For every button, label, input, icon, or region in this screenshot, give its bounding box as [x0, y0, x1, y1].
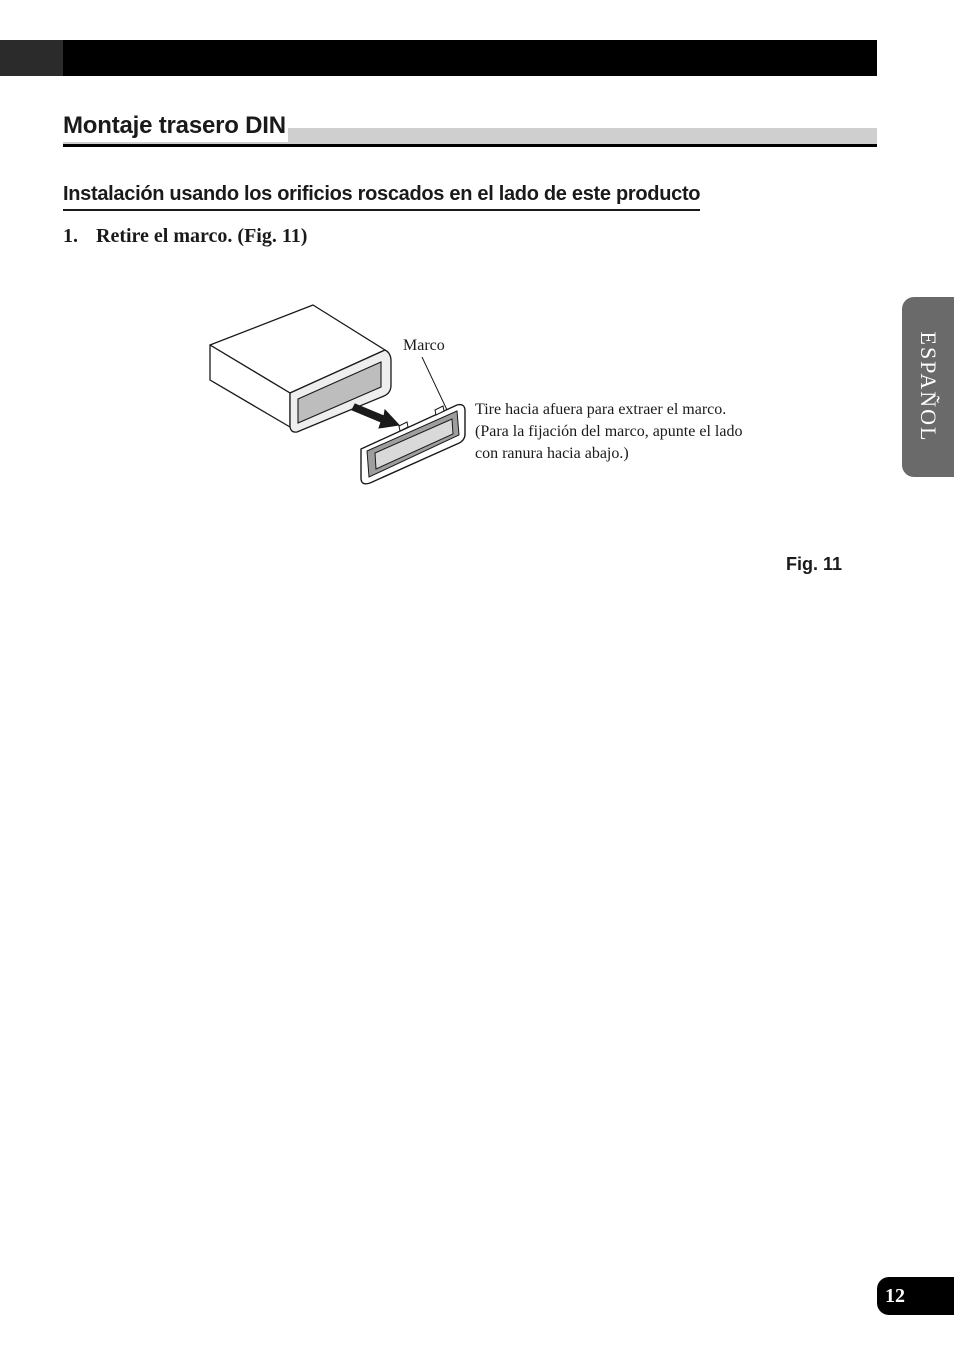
- step-number: 1.: [63, 225, 78, 247]
- header-bar-left: [0, 40, 63, 76]
- section-title-rule: [63, 144, 877, 147]
- subheading: Instalación usando los orificios roscados en el lado de este producto: [63, 180, 700, 211]
- figure-caption: [475, 399, 742, 465]
- step-text: Retire el marco. (Fig. 11): [96, 225, 308, 247]
- figure-11-illustration: [195, 295, 485, 495]
- figure-label: Fig. 11: [786, 554, 843, 574]
- page-number-box: [877, 1277, 954, 1315]
- page-number: 12: [885, 1285, 905, 1307]
- language-tab-label: ESPAÑOL: [916, 331, 941, 443]
- header-bar: [63, 40, 877, 76]
- step-1: [63, 223, 307, 249]
- section-title: Montaje trasero DIN: [63, 110, 288, 142]
- language-tab: [902, 297, 954, 477]
- caption-line: (Para la fijación del marco, apunte el lado: [475, 423, 743, 440]
- caption-line: con ranura hacia abajo.): [475, 445, 629, 462]
- caption-line: Tire hacia afuera para extraer el marco.: [475, 401, 727, 418]
- frame-label: Marco: [403, 337, 445, 354]
